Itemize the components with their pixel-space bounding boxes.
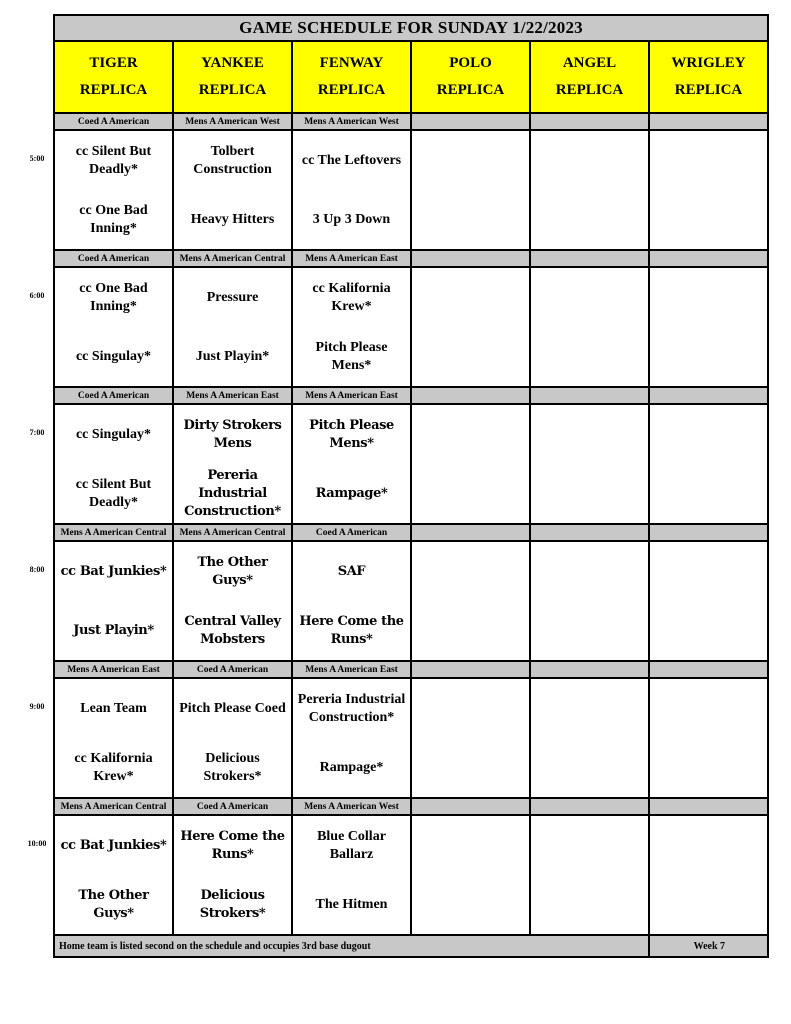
time-label: 7:00 [29,428,45,437]
game-cell [54,267,173,387]
schedule-sheet [53,14,767,958]
game-cell [530,678,649,798]
away-team: cc Silent But Deadly* [75,143,152,177]
division-label: Coed A American [173,798,292,815]
game-cell [54,404,173,524]
field-subtitle: REPLICA [317,82,386,98]
division-label [530,798,649,815]
division-label: Mens A American East [292,250,411,267]
home-team: Heavy Hitters [190,211,275,227]
field-header-polo [411,41,530,113]
away-team: cc Kalifornia Krew* [312,280,391,314]
game-cell [54,541,173,661]
division-label [411,798,530,815]
schedule-table [53,14,769,958]
footer-note: Home team is listed second on the schedule and occupies 3rd base dugout [54,935,649,957]
game-cell [530,404,649,524]
home-team [650,190,767,249]
field-subtitle: REPLICA [79,82,148,98]
home-team: The Hitmen [315,896,388,912]
game-cell [411,678,530,798]
time-label: 5:00 [29,154,45,163]
game-cell [54,130,173,250]
division-label [411,387,530,404]
home-team [531,464,648,523]
home-team: Pitch Please Mens* [315,339,388,373]
field-name: POLO [449,55,492,71]
game-row [54,678,768,798]
division-label: Mens A American West [292,113,411,130]
division-row [54,387,768,404]
home-team [412,327,529,386]
division-row [54,798,768,815]
division-label: Mens A American Central [54,524,173,541]
game-row [54,267,768,387]
division-label: Coed A American [54,113,173,130]
away-team [412,131,529,190]
division-row [54,661,768,678]
away-team [531,268,648,327]
field-header-row [54,41,768,113]
game-cell [173,267,292,387]
division-label: Mens A American Central [54,798,173,815]
away-team: cc One Bad Inning* [79,280,148,314]
game-cell [649,130,768,250]
game-cell [649,541,768,661]
home-team: Delicious Strokers* [203,750,262,784]
game-cell [649,267,768,387]
division-label: Mens A American East [292,387,411,404]
away-team [531,816,648,875]
game-cell [292,815,411,935]
division-label [530,524,649,541]
division-label [649,113,768,130]
away-team: Pressure [206,289,259,305]
field-name: FENWAY [319,55,384,71]
away-team: Dirty Strokers Mens [183,417,282,451]
game-cell [411,130,530,250]
game-cell [54,815,173,935]
field-name: WRIGLEY [671,55,746,71]
game-cell [292,541,411,661]
division-label [411,113,530,130]
home-team [650,601,767,660]
game-row [54,815,768,935]
home-team [531,738,648,797]
game-cell [649,404,768,524]
game-cell [173,130,292,250]
game-cell [530,267,649,387]
home-team [412,601,529,660]
home-team: Pereria Industrial Construction* [184,467,281,519]
game-cell [173,678,292,798]
division-label [649,524,768,541]
division-label [411,661,530,678]
game-cell [292,267,411,387]
away-team [531,131,648,190]
away-team [412,542,529,601]
field-header-yankee [173,41,292,113]
division-label: Coed A American [292,524,411,541]
field-header-tiger [54,41,173,113]
game-cell [292,404,411,524]
home-team: Here Come the Runs* [299,613,404,647]
field-header-fenway [292,41,411,113]
field-subtitle: REPLICA [555,82,624,98]
home-team: Rampage* [319,759,384,775]
away-team: Blue Collar Ballarz [317,828,386,862]
division-label: Mens A American East [54,661,173,678]
field-subtitle: REPLICA [674,82,743,98]
away-team [412,405,529,464]
schedule-title: GAME SCHEDULE FOR SUNDAY 1/22/2023 [54,15,768,41]
home-team: cc Silent But Deadly* [75,476,152,510]
away-team: cc Bat Junkies* [60,837,167,853]
division-label: Mens A American Central [173,524,292,541]
home-team [412,738,529,797]
away-team: Pitch Please Mens* [309,417,394,451]
time-label: 8:00 [29,565,45,574]
division-label [411,524,530,541]
game-cell [411,404,530,524]
game-row [54,404,768,524]
division-label [649,250,768,267]
division-label: Mens A American East [292,661,411,678]
game-cell [173,815,292,935]
away-team: Pereria Industrial Construction* [297,691,406,725]
division-label [649,387,768,404]
away-team [531,405,648,464]
away-team [412,679,529,738]
home-team: Rampage* [315,485,388,501]
game-cell [411,815,530,935]
division-label: Coed A American [54,250,173,267]
away-team: The Other Guys* [197,554,268,588]
game-cell [54,678,173,798]
home-team [650,738,767,797]
home-team: cc One Bad Inning* [79,202,148,236]
field-subtitle: REPLICA [198,82,267,98]
game-row [54,130,768,250]
away-team [650,542,767,601]
home-team [412,190,529,249]
away-team: SAF [337,563,366,579]
away-team: cc Bat Junkies* [60,563,167,579]
game-cell [173,541,292,661]
division-label: Mens A American West [292,798,411,815]
away-team [531,542,648,601]
division-label [649,798,768,815]
away-team [412,816,529,875]
home-team: cc Singulay* [75,348,152,364]
division-row [54,113,768,130]
field-name: ANGEL [562,55,617,71]
field-name: YANKEE [201,55,264,71]
game-cell [411,267,530,387]
home-team [650,327,767,386]
home-team: The Other Guys* [78,887,149,921]
away-team [650,131,767,190]
game-cell [292,130,411,250]
field-subtitle: REPLICA [436,82,505,98]
home-team [650,875,767,934]
home-team: Just Playin* [73,622,154,638]
away-team [412,268,529,327]
away-team [531,679,648,738]
division-label [530,113,649,130]
home-team [531,190,648,249]
division-label [530,387,649,404]
game-cell [530,130,649,250]
time-label: 10:00 [27,839,47,848]
home-team: Delicious Strokers* [199,887,266,921]
away-team: Here Come the Runs* [180,828,285,862]
field-header-wrigley [649,41,768,113]
game-cell [649,678,768,798]
division-label: Mens A American East [173,387,292,404]
time-label: 9:00 [29,702,45,711]
division-label [649,661,768,678]
game-cell [173,404,292,524]
game-cell [530,541,649,661]
division-label [411,250,530,267]
home-team [412,875,529,934]
division-label [530,661,649,678]
game-cell [530,815,649,935]
footer-row [54,935,768,957]
home-team [531,327,648,386]
home-team [531,601,648,660]
away-team [650,268,767,327]
division-label [530,250,649,267]
game-cell [411,541,530,661]
away-team: Lean Team [80,700,147,716]
division-label: Mens A American Central [173,250,292,267]
home-team [531,875,648,934]
division-row [54,524,768,541]
home-team [412,464,529,523]
home-team: Just Playin* [195,348,270,364]
away-team: cc Singulay* [75,426,152,442]
away-team: Tolbert Construction [193,143,272,177]
division-label: Coed A American [173,661,292,678]
field-name: TIGER [89,55,138,71]
away-team [650,679,767,738]
game-cell [649,815,768,935]
away-team: Pitch Please Coed [179,700,286,716]
game-row [54,541,768,661]
away-team: cc The Leftovers [301,152,402,168]
home-team: 3 Up 3 Down [312,211,391,227]
slots-body [54,113,768,935]
field-header-angel [530,41,649,113]
away-team [650,405,767,464]
game-cell [292,678,411,798]
division-row [54,250,768,267]
time-label: 6:00 [29,291,45,300]
home-team: Central Valley Mobsters [184,613,281,647]
week-label: Week 7 [649,935,768,957]
division-label: Coed A American [54,387,173,404]
home-team [650,464,767,523]
division-label: Mens A American West [173,113,292,130]
away-team [650,816,767,875]
home-team: cc Kalifornia Krew* [74,750,153,784]
